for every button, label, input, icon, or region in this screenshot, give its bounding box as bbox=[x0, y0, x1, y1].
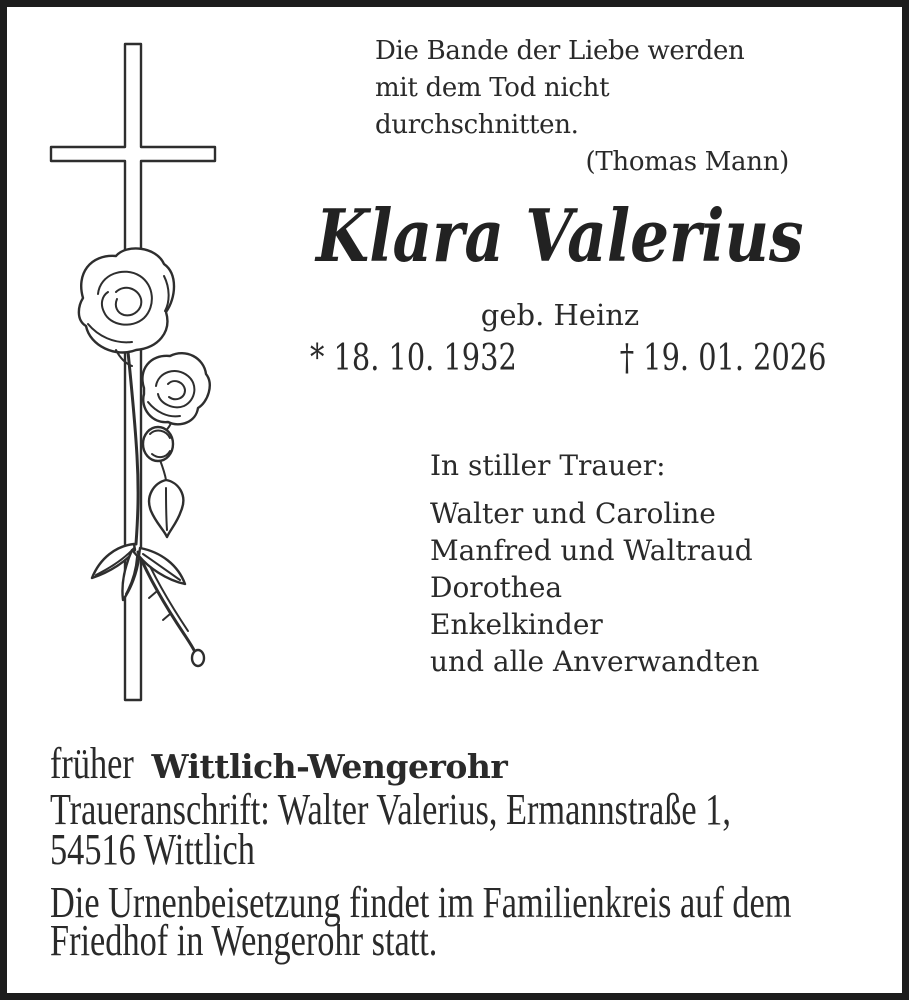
death-date: † 19. 01. 2026 bbox=[620, 338, 827, 379]
mourning-intro: In stiller Trauer: bbox=[430, 449, 666, 482]
mourning-address bbox=[50, 785, 877, 874]
address-line-1: Traueranschrift: Walter Valerius, Ermannstraße 1, bbox=[50, 785, 731, 834]
burial-info bbox=[50, 878, 877, 965]
former-residence-prefix: früher bbox=[50, 739, 134, 788]
mourning-block bbox=[430, 447, 850, 680]
burial-line-1: Die Urnenbeisetzung findet im Familienkreis auf dem bbox=[50, 878, 792, 927]
address-line-2: 54516 Wittlich bbox=[50, 825, 255, 874]
heart-leaf-icon bbox=[149, 480, 183, 537]
life-dates bbox=[310, 337, 827, 381]
opening-quote bbox=[375, 33, 789, 181]
rose-bud-icon bbox=[143, 427, 173, 461]
mourner-line: Manfred und Waltraud bbox=[430, 534, 753, 567]
cross-with-roses-illustration bbox=[28, 36, 268, 716]
mourner-line: Dorothea bbox=[430, 571, 563, 604]
deceased-name bbox=[250, 193, 870, 278]
mourner-line: und alle Anverwandten bbox=[430, 645, 760, 678]
quote-line-2: mit dem Tod nicht durchschnitten. bbox=[375, 73, 610, 140]
burial-line-2: Friedhof in Wengerohr statt. bbox=[50, 916, 438, 965]
former-residence bbox=[50, 739, 870, 789]
deceased-name-text: Klara Valerius bbox=[316, 193, 804, 278]
rose-lower-icon bbox=[142, 353, 209, 424]
mourner-line: Enkelkinder bbox=[430, 608, 603, 641]
maiden-name: geb. Heinz bbox=[480, 298, 640, 332]
former-residence-place: Wittlich-Wengerohr bbox=[151, 747, 508, 786]
mourner-line: Walter und Caroline bbox=[430, 497, 716, 530]
birth-date: * 18. 10. 1932 bbox=[310, 338, 517, 379]
quote-line-1: Die Bande der Liebe werden bbox=[375, 36, 745, 66]
rose-upper-icon bbox=[79, 248, 174, 366]
quote-attribution: (Thomas Mann) bbox=[585, 147, 789, 177]
